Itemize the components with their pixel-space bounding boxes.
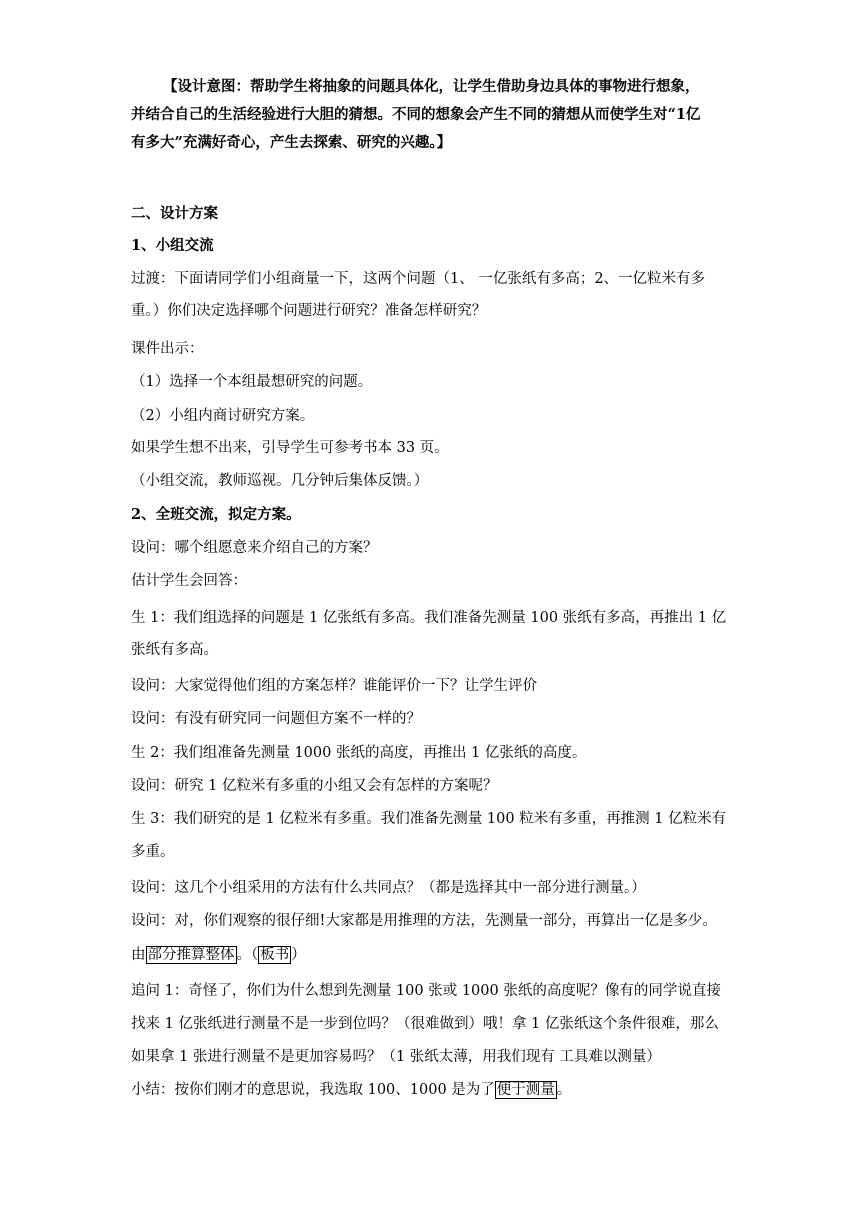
boxed-text-partial-to-whole: 部分推算整体 xyxy=(147,947,235,963)
list-item-1: （1）选择一个本组最想研究的问题。 xyxy=(131,374,373,390)
student-3-line-2: 多重。 xyxy=(131,844,175,860)
question-4: 设问：研究 1 亿粒米有多重的小组又会有怎样的方案呢？ xyxy=(131,778,498,794)
student-3-line-1: 生 3：我们研究的是 1 亿粒米有多重。我们准备先测量 100 粒米有多重，再推测 1 亿粒米有 xyxy=(131,811,727,827)
summary-prefix: 小结：按你们刚才的意思说，我选取 100、1000 是为了 xyxy=(131,1082,495,1098)
question-6-suffix: ） xyxy=(291,947,306,963)
question-3: 设问：有没有研究同一问题但方案不一样的？ xyxy=(131,711,421,727)
estimate-label: 估计学生会回答： xyxy=(131,573,247,589)
transition-line-1: 过渡：下面请同学们小组商量一下，这两个问题（1、 一亿张纸有多高；2、一亿粒米有多 xyxy=(131,271,706,287)
section-title: 二、设计方案 xyxy=(131,205,218,222)
student-1-line-2: 张纸有多高。 xyxy=(131,642,218,658)
hint-text: 如果学生想不出来，引导学生可参考书本 33 页。 xyxy=(131,440,449,456)
question-1: 设问：哪个组愿意来介绍自己的方案？ xyxy=(131,540,378,556)
question-6-middle: 。（ xyxy=(236,947,259,963)
design-intent-line-3: 有多大”充满好奇心，产生去探索、研究的兴趣。】 xyxy=(131,134,452,151)
list-item-2: （2）小组内商讨研究方案。 xyxy=(131,408,315,424)
boxed-text-easy-to-measure: 便于测量 xyxy=(496,1082,555,1098)
student-1-line-1: 生 1：我们组选择的问题是 1 亿张纸有多高。我们准备先测量 100 张纸有多高，再推出 1 亿 xyxy=(131,610,727,626)
question-6-line-1: 设问：对，你们观察的很仔细!大家都是用推理的方法，先测量一部分，再算出一亿是多少。 xyxy=(131,913,717,929)
question-5: 设问：这几个小组采用的方法有什么共同点？（都是选择其中一部分进行测量。） xyxy=(131,880,646,896)
subsection-title-1: 1、小组交流 xyxy=(131,237,214,254)
follow-up-line-3: 如果拿 1 张进行测量不是更加容易吗？（1 张纸太薄，用我们现有 工具难以测量） xyxy=(131,1049,661,1065)
summary-line xyxy=(131,1080,736,1100)
note-text: （小组交流，教师巡视。几分钟后集体反馈。） xyxy=(131,473,429,489)
follow-up-line-1: 追问 1：奇怪了，你们为什么想到先测量 100 张或 1000 张纸的高度呢？像有的同学说直接 xyxy=(131,983,721,999)
question-6-line-2 xyxy=(131,945,736,965)
subsection-title-2: 2、全班交流，拟定方案。 xyxy=(131,506,301,523)
question-2: 设问：大家觉得他们组的方案怎样？谁能评价一下？让学生评价 xyxy=(131,678,537,694)
design-intent-line-2: 并结合自己的生活经验进行大胆的猜想。不同的想象会产生不同的猜想从而使学生对“1亿 xyxy=(131,106,701,123)
transition-line-2: 重。）你们决定选择哪个问题进行研究？准备怎样研究？ xyxy=(131,303,487,319)
boxed-text-blackboard: 板书 xyxy=(260,947,290,963)
summary-suffix: 。 xyxy=(556,1082,572,1098)
question-6-prefix: 由 xyxy=(131,947,146,963)
follow-up-line-2: 找来 1 亿张纸进行测量不是一步到位吗？（很难做到）哦！拿 1 亿张纸这个条件很难，那么 xyxy=(131,1016,719,1032)
courseware-label: 课件出示： xyxy=(131,341,204,357)
student-2: 生 2：我们组准备先测量 1000 张纸的高度，再推出 1 亿张纸的高度。 xyxy=(131,745,587,761)
design-intent-line-1: 【设计意图：帮助学生将抽象的问题具体化，让学生借助身边具体的事物进行想象， xyxy=(163,78,700,95)
